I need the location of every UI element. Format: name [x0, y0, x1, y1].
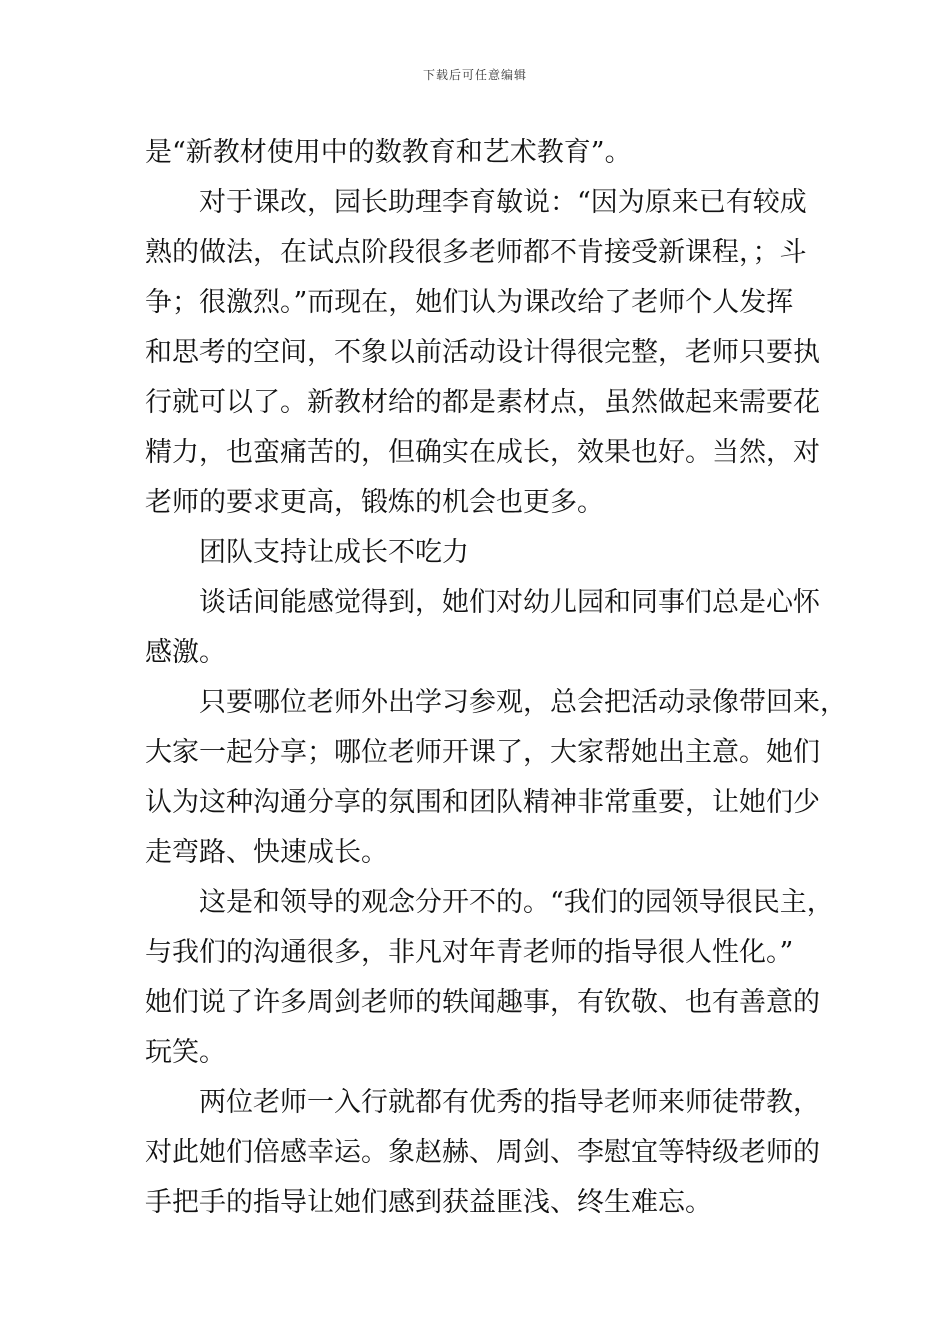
text-line: 争；很激烈。”而现在，她们认为课改给了老师个人发挥: [145, 287, 794, 318]
page-header: 下载后可任意编辑: [422, 68, 527, 82]
text-line: 两位老师一入行就都有优秀的指导老师来师徒带教，: [199, 1087, 820, 1118]
text-line: 玩笑。: [145, 1037, 226, 1068]
text-line: 她们说了许多周剑老师的轶闻趣事，有钦敬、也有善意的: [145, 987, 820, 1018]
text-line: 认为这种沟通分享的氛围和团队精神非常重要，让她们少: [145, 787, 820, 818]
text-line: 只要哪位老师外出学习参观，总会把活动录像带回来，: [199, 687, 847, 718]
text-line: 手把手的指导让她们感到获益匪浅、终生难忘。: [145, 1187, 712, 1218]
body-text: [145, 128, 847, 1228]
text-line: 老师的要求更高，锻炼的机会也更多。: [145, 487, 604, 518]
text-line: 精力，也蛮痛苦的，但确实在成长，效果也好。当然，对: [145, 437, 820, 468]
text-line: 大家一起分享；哪位老师开课了，大家帮她出主意。她们: [145, 737, 820, 768]
text-line: 和思考的空间，不象以前活动设计得很完整，老师只要执: [145, 337, 820, 368]
text-line: 行就可以了。新教材给的都是素材点，虽然做起来需要花: [145, 387, 820, 418]
text-line: 是“新教材使用中的数教育和艺术教育”。: [145, 137, 632, 168]
section-heading: 团队支持让成长不吃力: [199, 537, 469, 568]
text-line: 与我们的沟通很多，非凡对年青老师的指导很人性化。”: [145, 937, 794, 968]
text-line: 熟的做法，在试点阶段很多老师都不肯接受新课程，；斗: [145, 237, 807, 268]
text-line: 对于课改，园长助理李育敏说：“因为原来已有较成: [199, 187, 807, 218]
text-line: 这是和领导的观念分开不的。“我们的园领导很民主，: [199, 887, 834, 918]
text-line: 走弯路、快速成长。: [145, 837, 388, 868]
text-line: 对此她们倍感幸运。象赵赫、周剑、李慰宜等特级老师的: [145, 1137, 820, 1168]
text-line: 谈话间能感觉得到，她们对幼儿园和同事们总是心怀: [199, 587, 820, 618]
text-line: 感激。: [145, 637, 226, 668]
